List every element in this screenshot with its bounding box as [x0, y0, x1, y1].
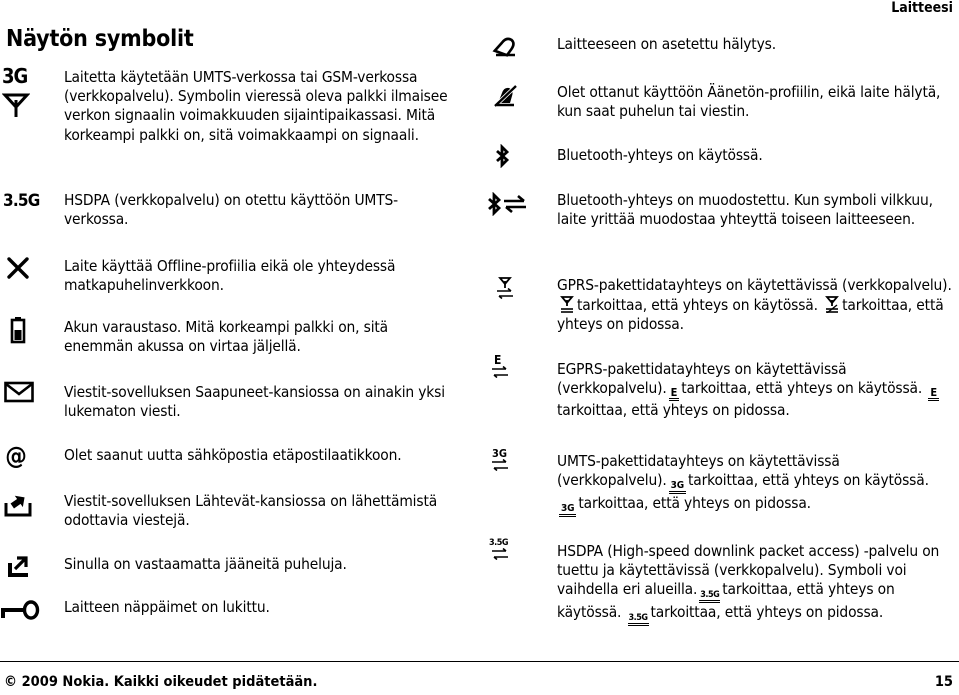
alarm-icon	[489, 30, 521, 62]
offline-x-icon	[2, 252, 34, 284]
keylock-icon	[0, 594, 40, 626]
umts-packet-icon: 3G	[489, 448, 521, 480]
section-label: Laitteesi	[891, 0, 953, 16]
page-title: Näytön symbolit	[6, 26, 194, 52]
hsdpa-active-icon: 3.5G	[699, 590, 720, 603]
hsdpa-3-5g-icon: 3.5G	[3, 191, 40, 211]
gprs-icon	[489, 272, 521, 304]
egprs-hold-icon: E	[930, 386, 937, 400]
umts-active-icon: 3G	[669, 481, 686, 494]
envelope-icon	[3, 376, 35, 408]
hsdpa-hold-icon: 3.5G	[628, 613, 649, 626]
bluetooth-connected-icon	[486, 188, 530, 220]
bluetooth-icon	[486, 140, 518, 172]
footer-divider	[0, 661, 959, 662]
silent-profile-icon	[489, 80, 521, 112]
page-number: 15	[934, 674, 953, 690]
battery-icon	[2, 314, 34, 346]
signal-3g-icon: 3G	[2, 66, 36, 124]
egprs-active-icon: E	[670, 386, 678, 400]
gprs-hold-icon	[824, 295, 840, 313]
gprs-active-icon	[559, 295, 575, 313]
missed-call-icon	[2, 550, 34, 582]
egprs-icon: E	[489, 354, 521, 386]
email-at-icon: @	[5, 442, 27, 470]
umts-hold-icon: 3G	[559, 504, 576, 517]
hsdpa-packet-icon: 3.5G	[489, 538, 521, 570]
footer-copyright: © 2009 Nokia. Kaikki oikeudet pidätetään.	[4, 674, 318, 690]
outbox-icon	[2, 488, 34, 520]
